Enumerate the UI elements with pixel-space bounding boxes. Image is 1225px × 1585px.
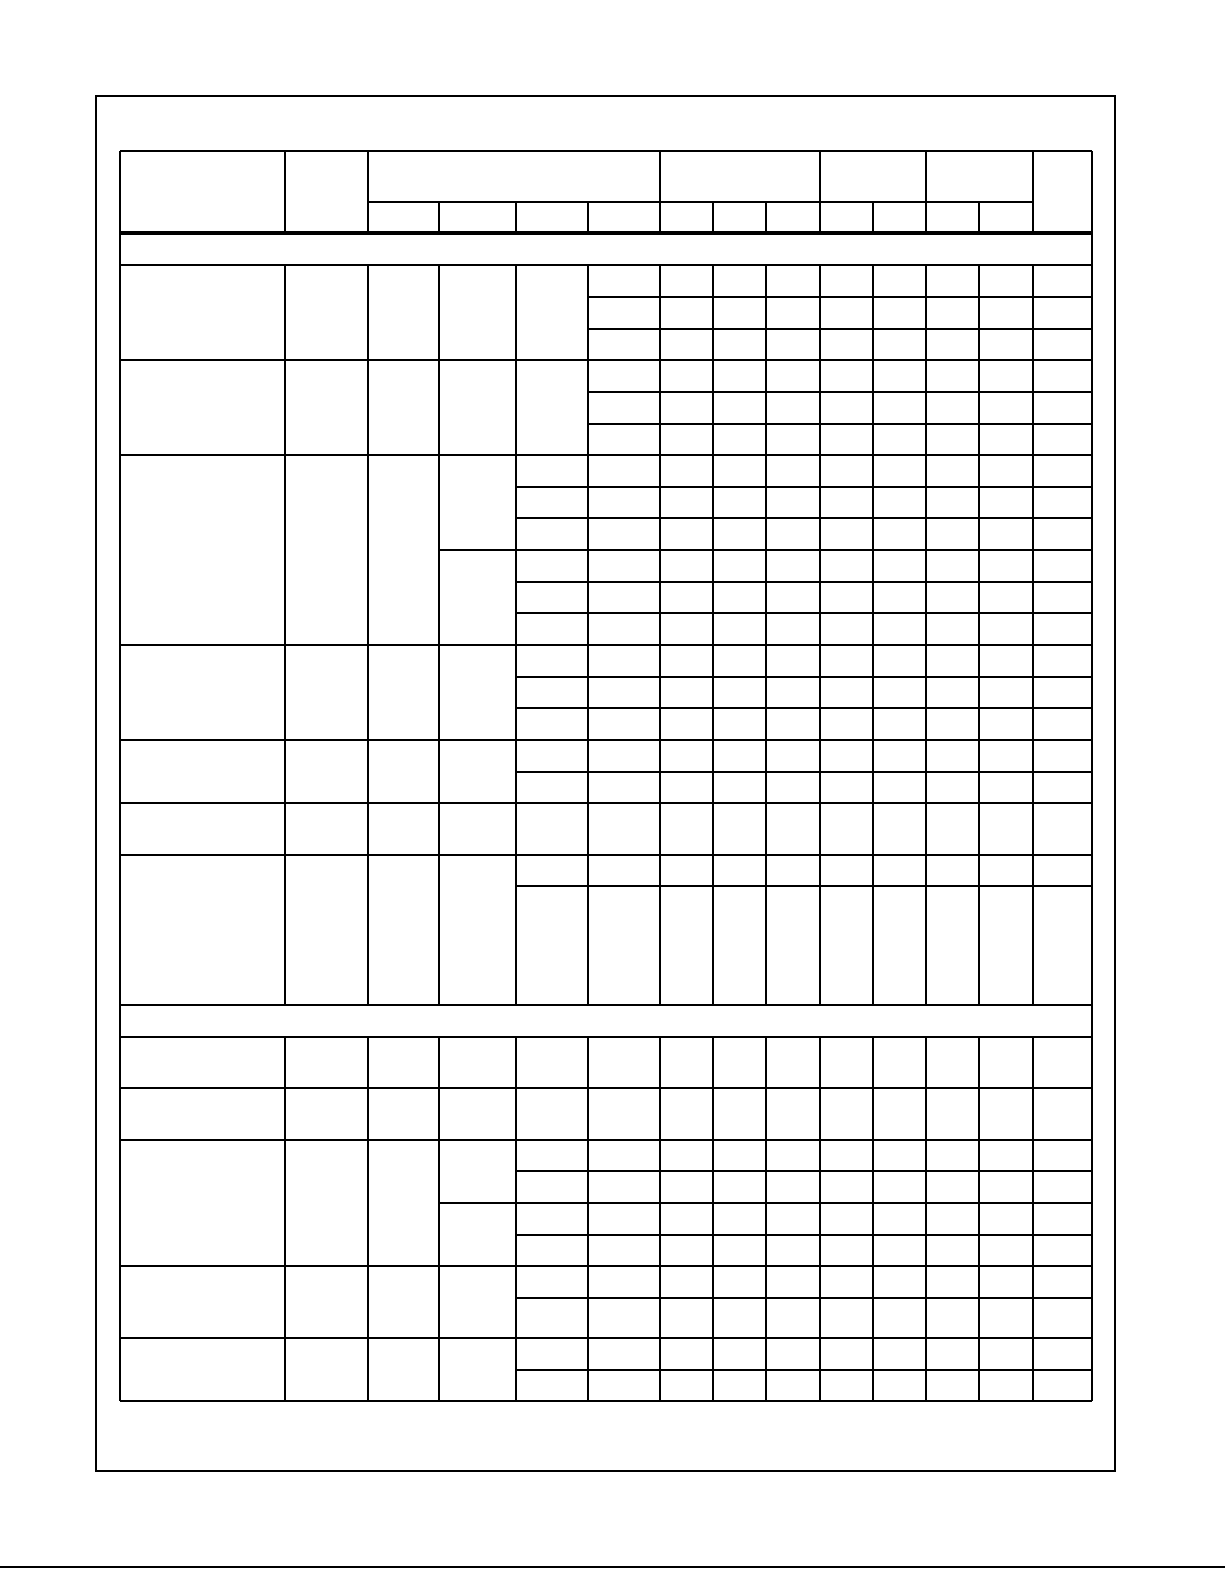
grid-lines [120, 151, 1092, 1401]
